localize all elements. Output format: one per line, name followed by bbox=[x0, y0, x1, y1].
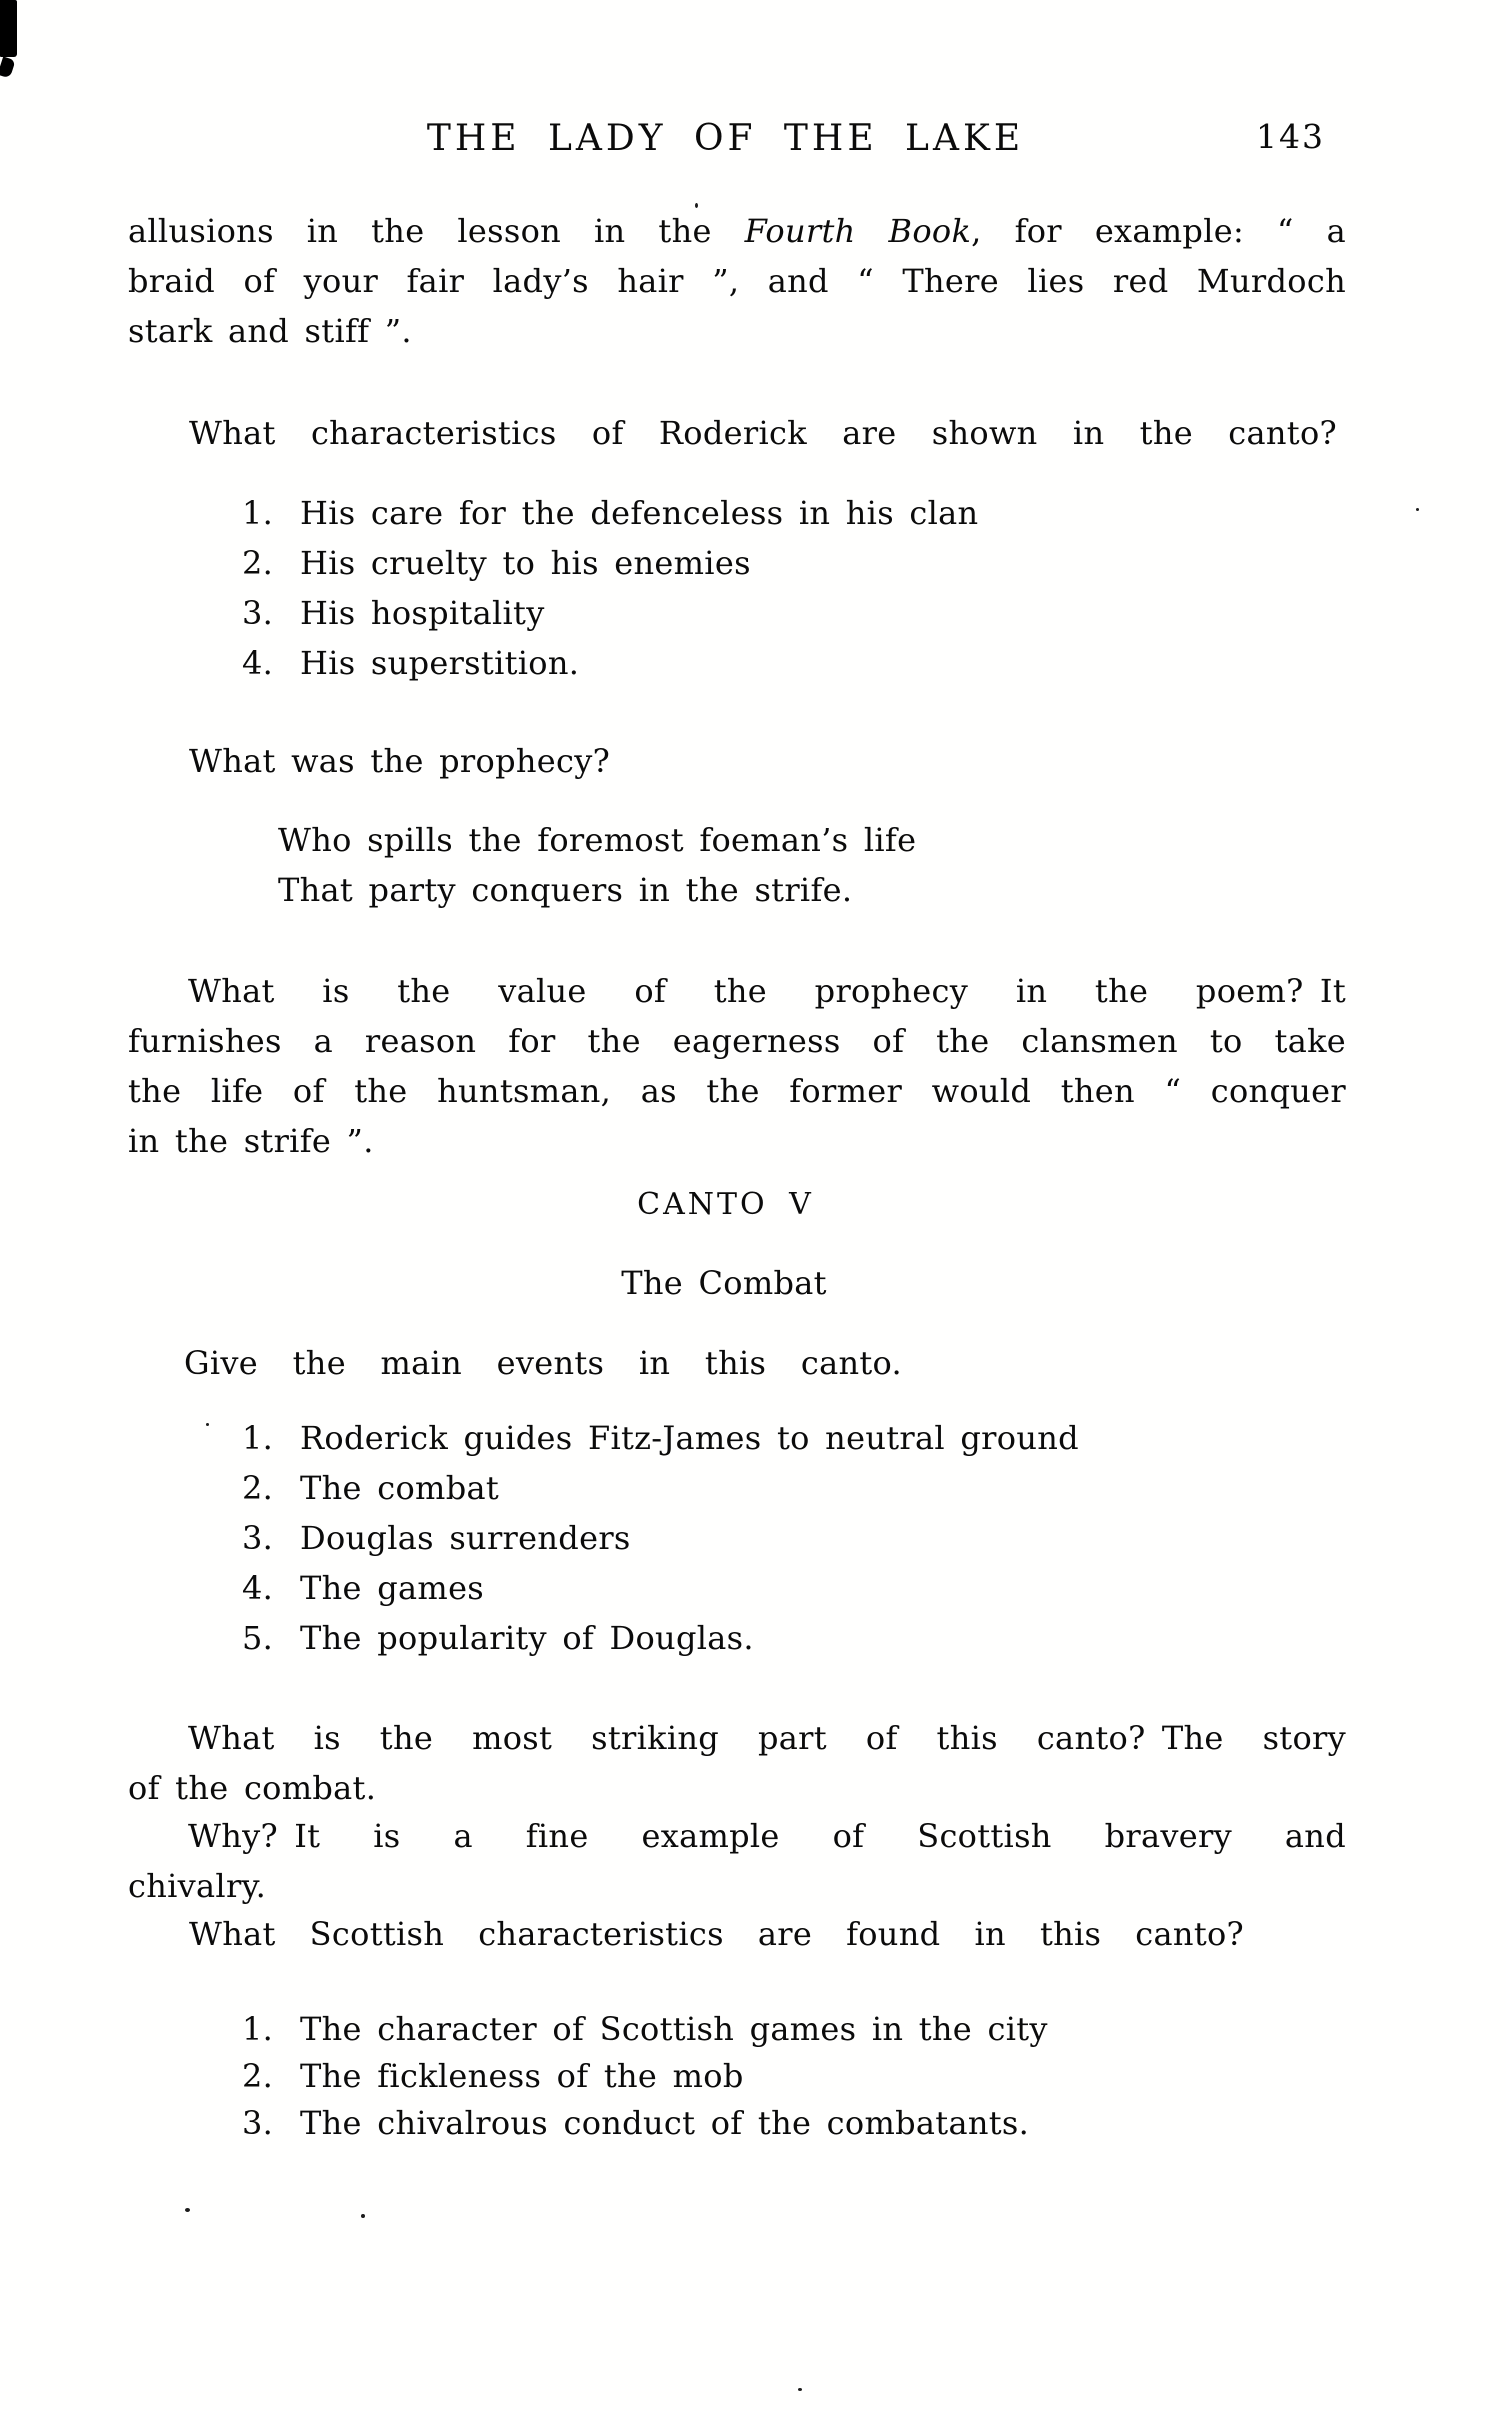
list-item bbox=[242, 588, 978, 638]
list-item-marker: 3. bbox=[242, 594, 274, 632]
paragraph-text: , for example: “ a bbox=[971, 212, 1346, 250]
list-item-text: Roderick guides Fitz-James to neutral ground bbox=[300, 1419, 1079, 1457]
paragraph-line: furnishes a reason for the eagerness of the clansmen to take bbox=[128, 1022, 1346, 1060]
paragraph-line: stark and stiff ”. bbox=[128, 312, 412, 350]
list-item-marker: 3. bbox=[242, 2104, 274, 2142]
list-item-text: His hospitality bbox=[300, 594, 545, 632]
ink-speck bbox=[798, 2388, 802, 2391]
ink-speck bbox=[206, 1423, 209, 1426]
list-item bbox=[242, 1413, 1079, 1463]
paragraph-line: braid of your fair lady’s hair ”, and “ There lies red Murdoch bbox=[128, 262, 1346, 300]
poem-line: Who spills the foremost foeman’s life bbox=[278, 821, 917, 859]
paragraph-line: of the combat. bbox=[128, 1769, 377, 1807]
page-number: 143 bbox=[1256, 117, 1325, 156]
list-item-text: His superstition. bbox=[300, 644, 580, 682]
list-item-marker: 1. bbox=[242, 2010, 274, 2048]
list-item bbox=[242, 1513, 1079, 1563]
list-item-marker: 2. bbox=[242, 544, 274, 582]
list-main-events bbox=[242, 1413, 1079, 1663]
list-item-marker: 1. bbox=[242, 494, 274, 532]
ink-speck bbox=[185, 2208, 190, 2212]
list-item bbox=[242, 538, 978, 588]
list-item-text: His care for the defenceless in his clan bbox=[300, 494, 979, 532]
poem-quotation bbox=[278, 815, 916, 915]
paragraph-value-of-prophecy bbox=[128, 966, 1346, 1166]
running-title: THE LADY OF THE LAKE bbox=[426, 118, 1025, 159]
ink-speck bbox=[1416, 508, 1419, 511]
list-item-marker: 2. bbox=[242, 2057, 274, 2095]
ink-speck bbox=[361, 2214, 365, 2218]
list-roderick-characteristics bbox=[242, 488, 978, 688]
question-scottish-characteristics: What Scottish characteristics are found in this canto? bbox=[189, 1915, 1244, 1953]
list-item-marker: 5. bbox=[242, 1619, 274, 1657]
list-item bbox=[242, 1563, 1079, 1613]
paragraph-line: Why? It is a fine example of Scottish bravery and bbox=[188, 1817, 1346, 1855]
list-item bbox=[242, 638, 978, 688]
canto-subheading: The Combat bbox=[621, 1264, 827, 1302]
list-item-marker: 2. bbox=[242, 1469, 274, 1507]
ink-blob-artifact bbox=[0, 0, 17, 57]
list-item-marker: 1. bbox=[242, 1419, 274, 1457]
paragraph-line: the life of the huntsman, as the former would then “ conquer bbox=[128, 1072, 1346, 1110]
paragraph-allusions bbox=[128, 206, 1346, 356]
list-item bbox=[242, 2053, 1048, 2100]
list-item-text: The popularity of Douglas. bbox=[300, 1619, 754, 1657]
list-item bbox=[242, 488, 978, 538]
list-item-marker: 3. bbox=[242, 1519, 274, 1557]
list-item-text: The character of Scottish games in the city bbox=[300, 2010, 1048, 2048]
paragraph-line: in the strife ”. bbox=[128, 1122, 374, 1160]
poem-line: That party conquers in the strife. bbox=[278, 871, 853, 909]
paragraph-why bbox=[128, 1811, 1346, 1911]
list-item-text: The fickleness of the mob bbox=[300, 2057, 744, 2095]
paragraph-most-striking bbox=[128, 1713, 1346, 1813]
list-item bbox=[242, 2006, 1048, 2053]
list-item-text: The games bbox=[300, 1569, 485, 1607]
paragraph-text: allusions in the lesson in the bbox=[128, 212, 745, 250]
list-item-text: His cruelty to his enemies bbox=[300, 544, 751, 582]
list-item bbox=[242, 2100, 1048, 2147]
list-item-text: The combat bbox=[300, 1469, 500, 1507]
question-main-events: Give the main events in this canto. bbox=[184, 1344, 902, 1382]
list-item-text: Douglas surrenders bbox=[300, 1519, 631, 1557]
list-scottish-characteristics bbox=[242, 2006, 1048, 2147]
paragraph-line: chivalry. bbox=[128, 1867, 267, 1905]
list-item bbox=[242, 1463, 1079, 1513]
canto-heading: CANTO V bbox=[637, 1187, 814, 1222]
list-item bbox=[242, 1613, 1079, 1663]
book-title-italic: Fourth Book bbox=[744, 212, 972, 250]
list-item-marker: 4. bbox=[242, 1569, 274, 1607]
question-characteristics: What characteristics of Roderick are shown in the canto? bbox=[189, 414, 1337, 452]
paragraph-line: What is the value of the prophecy in the poem? It bbox=[188, 972, 1346, 1010]
ink-blob-tail-artifact bbox=[0, 56, 16, 78]
question-prophecy: What was the prophecy? bbox=[189, 742, 611, 780]
list-item-marker: 4. bbox=[242, 644, 274, 682]
paragraph-line: What is the most striking part of this canto? The story bbox=[188, 1719, 1346, 1757]
paragraph-line bbox=[128, 206, 1346, 256]
list-item-text: The chivalrous conduct of the combatants. bbox=[300, 2104, 1030, 2142]
